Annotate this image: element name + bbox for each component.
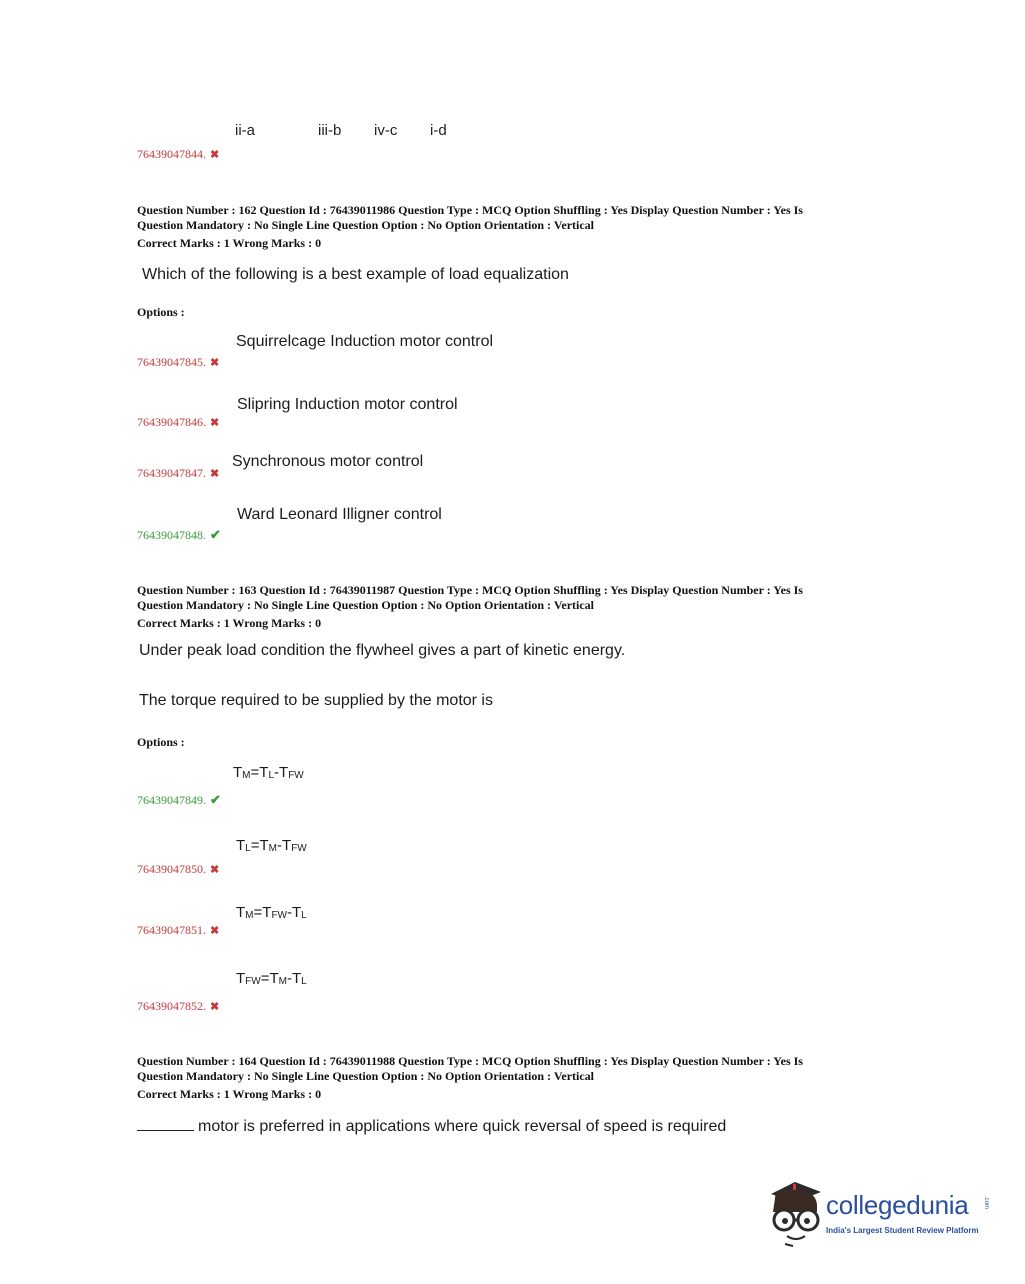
- option-text: Ward Leonard Illigner control: [237, 506, 442, 523]
- option-text: Synchronous motor control: [232, 453, 424, 470]
- option-id: 76439047851. ✖: [137, 923, 220, 937]
- option-formula: $T_L=T_M-T_{FW}$: [236, 837, 307, 854]
- option-formula: $T_M=T_L-T_{FW}$: [233, 764, 304, 781]
- wrong-mark-icon: ✖: [210, 357, 220, 369]
- wrong-mark-icon: ✖: [210, 417, 220, 429]
- question-meta: Question Number : 163 Question Id : 76439011987 Question Type : MCQ Option Shuffling : Yes Display Question Number : Yes Is Question Mandatory : No Single Line Question Option : No Option Orientation : Vertical Correct Marks : 1 Wrong Marks : 0: [137, 583, 803, 630]
- option-id: 76439047852. ✖: [137, 999, 220, 1013]
- question-meta: Question Number : 162 Question Id : 76439011986 Question Type : MCQ Option Shuffling : Yes Display Question Number : Yes Is Question Mandatory : No Single Line Question Option : No Option Orientation : Vertical Correct Marks : 1 Wrong Marks : 0: [137, 203, 803, 250]
- correct-check-icon: ✔: [210, 527, 221, 542]
- question-text-line2: The torque required to be supplied by the motor is: [139, 692, 493, 709]
- wrong-mark-icon: ✖: [210, 468, 220, 480]
- logo-tagline: India's Largest Student Review Platform: [826, 1226, 979, 1235]
- logo-domain-suffix: .com: [983, 1196, 989, 1210]
- match-pair-4: i-d: [430, 122, 447, 139]
- option-id: 76439047846. ✖: [137, 415, 220, 429]
- option-formula: $T_{FW}=T_M-T_L$: [236, 970, 307, 987]
- question-meta: Question Number : 164 Question Id : 76439011988 Question Type : MCQ Option Shuffling : Yes Display Question Number : Yes Is Question Mandatory : No Single Line Question Option : No Option Orientation : Vertical Correct Marks : 1 Wrong Marks : 0: [137, 1054, 803, 1101]
- mascot-icon: [765, 1176, 827, 1248]
- match-pair-3: iv-c: [374, 122, 398, 139]
- answer-blank: [137, 1118, 194, 1131]
- question-text: motor is preferred in applications where quick reversal of speed is required: [137, 1118, 726, 1136]
- collegedunia-logo: [765, 1176, 995, 1248]
- logo-wordmark: collegedunia: [826, 1190, 969, 1220]
- option-formula: $T_M=T_{FW}-T_L$: [236, 904, 307, 921]
- match-pair-2: iii-b: [318, 122, 342, 139]
- option-id: 76439047849. ✔: [137, 792, 221, 807]
- match-pair-1: ii-a: [235, 122, 256, 139]
- wrong-mark-icon: ✖: [210, 1001, 220, 1013]
- option-id: 76439047844. ✖: [137, 147, 220, 161]
- option-id: 76439047847. ✖: [137, 466, 220, 480]
- question-text: Which of the following is a best example of load equalization: [142, 266, 569, 283]
- wrong-mark-icon: ✖: [210, 149, 220, 161]
- option-id: 76439047845. ✖: [137, 355, 220, 369]
- wrong-mark-icon: ✖: [210, 925, 220, 937]
- option-text: Slipring Induction motor control: [237, 396, 458, 413]
- option-id: 76439047848. ✔: [137, 527, 221, 542]
- option-id: 76439047850. ✖: [137, 862, 220, 876]
- wrong-mark-icon: ✖: [210, 864, 220, 876]
- option-text: Squirrelcage Induction motor control: [236, 333, 494, 350]
- correct-check-icon: ✔: [210, 792, 221, 807]
- options-label: Options :: [137, 735, 185, 749]
- options-label: Options :: [137, 305, 185, 319]
- question-text: Under peak load condition the flywheel gives a part of kinetic energy.: [139, 642, 626, 659]
